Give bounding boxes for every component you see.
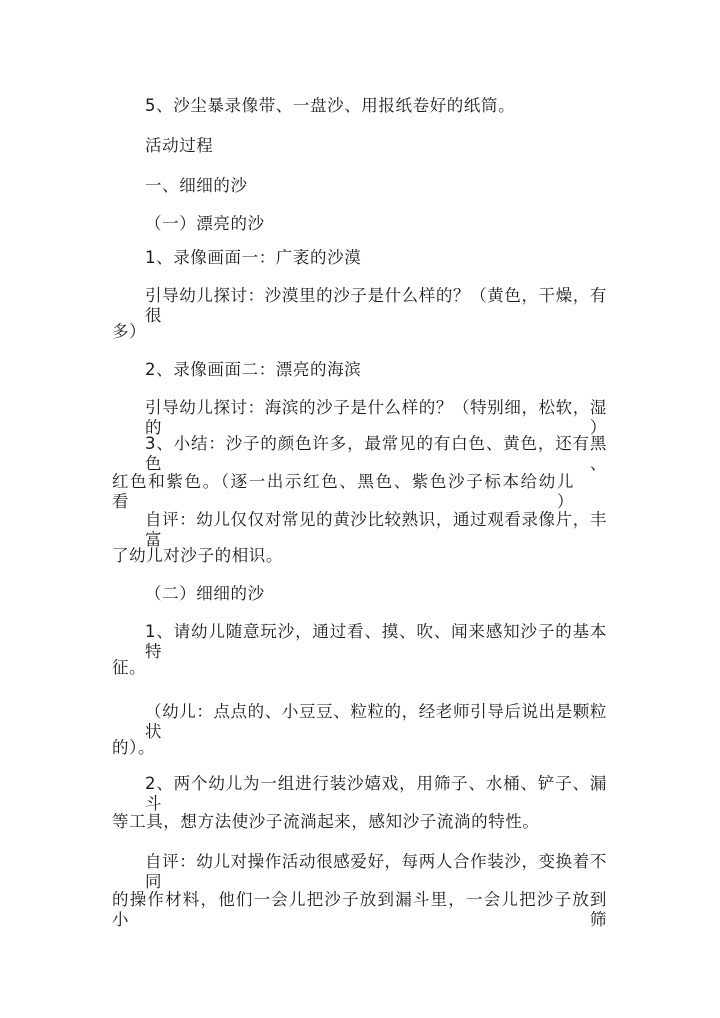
heading-section-1: 一、细细的沙: [145, 176, 248, 195]
heading-subsection-1: （一）漂亮的沙: [145, 214, 265, 233]
paragraph-self-eval-2: 自评：幼儿对操作活动很感爱好，每两人合作装沙，变换着不同: [145, 852, 607, 891]
paragraph-play-sand-cont: 征。: [112, 658, 147, 677]
paragraph-materials-5: 5、沙尘暴录像带、一盘沙、用报纸卷好的纸筒。: [145, 96, 516, 115]
paragraph-self-eval-1-cont: 了幼儿对沙子的相识。: [112, 546, 283, 565]
paragraph-summary: 3、小结：沙子的颜色许多，最常见的有白色、黄色，还有黑色、: [145, 434, 607, 473]
paragraph-video-1: 1、录像画面一：广袤的沙漠: [145, 248, 362, 267]
paragraph-children-answer-cont: 的）。: [112, 738, 156, 757]
paragraph-discuss-desert-cont: 多）: [112, 322, 147, 341]
paragraph-discuss-desert: 引导幼儿探讨：沙漠里的沙子是什么样的？（黄色，干燥，有很: [145, 286, 607, 325]
paragraph-play-sand: 1、请幼儿随意玩沙，通过看、摸、吹、闻来感知沙子的基本特: [145, 622, 607, 661]
paragraph-children-answer: （幼儿：点点的、小豆豆、粒粒的，经老师引导后说出是颗粒状: [145, 702, 607, 741]
heading-activity-process: 活动过程: [145, 136, 214, 155]
paragraph-pairs-game-cont: 等工具，想方法使沙子流淌起来，感知沙子流淌的特性。: [112, 812, 540, 831]
paragraph-video-2: 2、录像画面二：漂亮的海滨: [145, 360, 362, 379]
paragraph-self-eval-2-cont: 的操作材料，他们一会儿把沙子放到漏斗里，一会儿把沙子放到小筛: [112, 890, 607, 929]
paragraph-summary-cont: 红色和紫色。（逐一出示红色、黑色、紫色沙子标本给幼儿看）: [112, 472, 574, 511]
paragraph-discuss-beach: 引导幼儿探讨：海滨的沙子是什么样的？（特别细，松软，湿的）: [145, 398, 607, 437]
paragraph-self-eval-1: 自评：幼儿仅仅对常见的黄沙比较熟识，通过观看录像片，丰富: [145, 510, 607, 549]
paragraph-pairs-game: 2、两个幼儿为一组进行装沙嬉戏，用筛子、水桶、铲子、漏斗: [145, 774, 607, 813]
heading-subsection-2: （二）细细的沙: [145, 584, 265, 603]
